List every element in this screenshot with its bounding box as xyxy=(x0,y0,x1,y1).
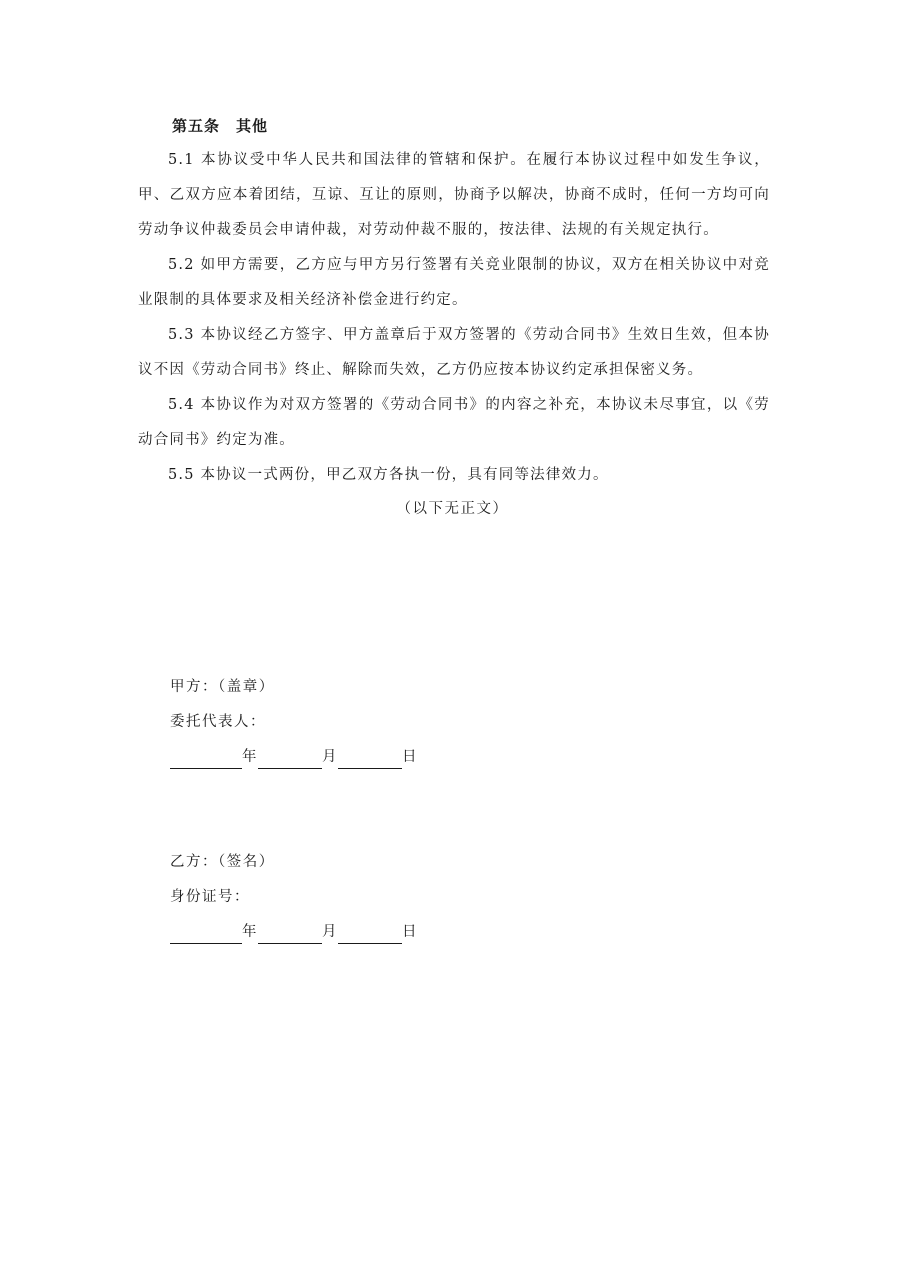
day-label: 日 xyxy=(402,924,418,940)
day-label: 日 xyxy=(402,749,418,765)
clause-5-5: 5.5 本协议一式两份，甲乙双方各执一份，具有同等法律效力。 xyxy=(168,467,609,483)
year-blank[interactable] xyxy=(170,929,242,944)
party-a-representative: 委托代表人： xyxy=(170,714,266,730)
clause-5-2: 5.2 如甲方需要，乙方应与甲方另行签署有关竞业限制的协议，双方在相关协议中对竞业限制的具体要求及相关经济补偿金进行约定。 xyxy=(138,257,770,308)
party-b-block xyxy=(170,845,418,950)
party-b-date xyxy=(170,915,418,950)
month-blank[interactable] xyxy=(258,754,322,769)
party-b-id-number: 身份证号： xyxy=(170,889,250,905)
year-blank[interactable] xyxy=(170,754,242,769)
year-label: 年 xyxy=(242,924,258,940)
year-label: 年 xyxy=(242,749,258,765)
clause-5-4: 5.4 本协议作为对双方签署的《劳动合同书》的内容之补充，本协议未尽事宜，以《劳动合同书》约定为准。 xyxy=(138,397,770,448)
day-blank[interactable] xyxy=(338,929,402,944)
month-label: 月 xyxy=(322,749,338,765)
day-blank[interactable] xyxy=(338,754,402,769)
clause-5-1: 5.1 本协议受中华人民共和国法律的管辖和保护。在履行本协议过程中如发生争议，甲、乙双方应本着团结，互谅、互让的原则，协商予以解决，协商不成时，任何一方均可向劳动争议仲裁委员会申请仲裁，对劳动仲裁不服的，按法律、法规的有关规定执行。 xyxy=(138,152,770,238)
month-blank[interactable] xyxy=(258,929,322,944)
end-note: （以下无正文） xyxy=(396,501,509,517)
party-a-date xyxy=(170,740,418,775)
party-a-block xyxy=(170,670,418,775)
month-label: 月 xyxy=(322,924,338,940)
party-a-label: 甲方：（盖章） xyxy=(170,679,275,695)
clause-5-3: 5.3 本协议经乙方签字、甲方盖章后于双方签署的《劳动合同书》生效日生效，但本协议不因《劳动合同书》终止、解除而失效，乙方仍应按本协议约定承担保密义务。 xyxy=(138,327,770,378)
section-title: 第五条 其他 xyxy=(172,117,269,135)
party-b-label: 乙方：（签名） xyxy=(170,854,275,870)
article-body xyxy=(138,143,770,493)
